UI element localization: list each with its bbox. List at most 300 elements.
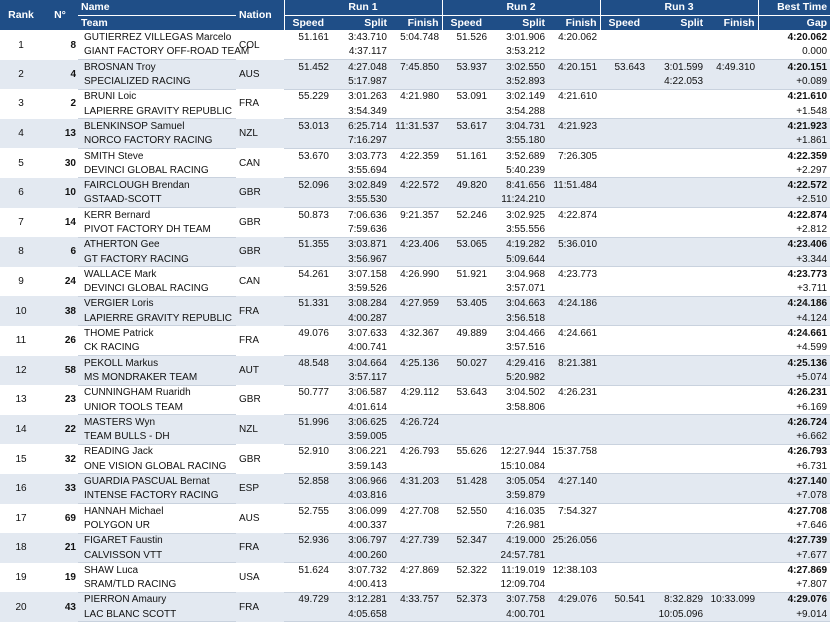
table-row-detail	[0, 163, 830, 178]
r1-split2-cell: 3:56.967	[332, 252, 390, 267]
r2-split2-cell: 5:40.239	[490, 163, 548, 178]
r1-speed-empty-cell	[284, 45, 332, 60]
bib-number-cell: 4	[42, 60, 78, 90]
r1-finish-cell: 4:22.572	[390, 178, 442, 193]
team-name-cell: LAC BLANC SCOTT	[78, 607, 236, 622]
r2-speed-cell: 53.091	[456, 91, 488, 103]
r2-finish-empty-cell	[548, 134, 600, 149]
r2-finish-empty-cell	[548, 489, 600, 504]
r3-finish-cell	[706, 385, 758, 400]
r1-split2-cell: 7:59.636	[332, 222, 390, 237]
r2-split-cell: 3:04.731	[490, 119, 548, 134]
r3-finish-empty-cell	[706, 163, 758, 178]
r3-finish-empty-cell	[706, 45, 758, 60]
table-row-detail	[0, 518, 830, 533]
table-row	[0, 474, 830, 489]
r1-split2-cell: 4:01.614	[332, 400, 390, 415]
r3-split-cell	[648, 533, 706, 548]
nation-cell: FRA	[239, 335, 259, 347]
nation-cell: AUT	[236, 356, 284, 386]
table-row-detail	[0, 489, 830, 504]
bib-number-cell: 43	[42, 592, 78, 622]
r2-speed-empty-cell	[442, 400, 490, 415]
r3-speed-cell	[600, 30, 648, 45]
r1-speed-empty-cell	[284, 311, 332, 326]
table-row	[0, 385, 830, 400]
r3-speed-cell	[600, 356, 648, 371]
r2-speed-empty-cell	[442, 489, 490, 504]
rider-name-cell: FIGARET Faustin	[78, 533, 236, 548]
r3-finish-empty-cell	[706, 134, 758, 149]
gap-cell: +7.078	[758, 489, 830, 504]
r2-finish-empty-cell	[548, 163, 600, 178]
nation-cell: NZL	[236, 415, 284, 445]
r2-speed-empty-cell	[442, 459, 490, 474]
r3-speed-empty-cell	[600, 193, 648, 208]
rider-name-cell: READING Jack	[84, 446, 153, 458]
r2-finish-empty-cell	[548, 311, 600, 326]
r2-speed-cell: 52.322	[456, 564, 488, 576]
r1-split2-cell: 4:05.658	[332, 607, 390, 622]
rank-cell: 17	[15, 512, 27, 524]
r2-split-cell: 11:19.019	[501, 564, 546, 576]
header-run3: Run 3	[600, 0, 758, 15]
r2-split2-cell: 3:59.879	[490, 489, 548, 504]
r3-finish-empty-cell	[706, 104, 758, 119]
team-name-cell: LAPIERRE GRAVITY REPUBLIC	[78, 311, 236, 326]
rank-cell: 8	[0, 237, 42, 267]
r3-split-cell	[648, 326, 706, 341]
r3-speed-empty-cell	[600, 430, 648, 445]
bib-number-cell: 2	[70, 98, 76, 110]
r2-split2-cell: 3:55.180	[490, 134, 548, 149]
r2-finish-empty-cell	[548, 252, 600, 267]
r3-speed-empty-cell	[600, 489, 648, 504]
r1-finish-cell: 4:25.136	[390, 356, 442, 371]
r2-split2-cell: 5:20.982	[490, 370, 548, 385]
rank-cell: 15	[15, 453, 27, 465]
r3-finish-cell	[706, 326, 758, 341]
r2-split2-cell: 3:57.071	[490, 282, 548, 297]
r3-speed-empty-cell	[600, 518, 648, 533]
best-time-cell: 4:22.572	[758, 178, 830, 193]
r1-finish-empty-cell	[390, 193, 442, 208]
bib-number-cell: 69	[64, 512, 76, 524]
r3-speed-cell	[600, 296, 648, 311]
r2-split-cell: 3:05.054	[490, 474, 548, 489]
r3-split-cell	[648, 148, 706, 163]
table-row	[0, 119, 830, 134]
r2-split2-cell: 4:00.701	[490, 607, 548, 622]
r2-finish-cell: 12:38.103	[552, 564, 598, 576]
best-time-cell: 4:27.869	[787, 564, 828, 576]
r3-finish-empty-cell	[706, 459, 758, 474]
table-row	[0, 533, 830, 548]
r3-speed-cell	[600, 563, 648, 578]
r3-speed-empty-cell	[600, 134, 648, 149]
r2-speed-empty-cell	[442, 104, 490, 119]
r3-speed-cell	[600, 119, 648, 134]
r1-finish-cell: 5:04.748	[400, 31, 440, 43]
table-row	[0, 563, 830, 578]
table-row	[0, 237, 830, 252]
gap-cell: +7.677	[758, 548, 830, 563]
gap-cell: +2.297	[758, 163, 830, 178]
best-time-cell: 4:23.773	[787, 268, 828, 280]
r3-split-cell	[648, 30, 706, 45]
r2-split-cell: 3:01.906	[506, 31, 546, 43]
r3-finish-empty-cell	[706, 607, 758, 622]
nation-cell: GBR	[239, 453, 261, 465]
r2-finish-empty-cell	[548, 74, 600, 89]
team-name-cell: GT FACTORY RACING	[78, 252, 236, 267]
r2-split2-cell: 7:26.981	[490, 518, 548, 533]
table-row-detail	[0, 134, 830, 149]
r1-finish-empty-cell	[390, 311, 442, 326]
header-run2: Run 2	[442, 0, 600, 15]
nation-cell: GBR	[239, 394, 261, 406]
r3-speed-cell	[600, 178, 648, 193]
r2-speed-cell: 51.921	[456, 268, 488, 280]
r1-finish-empty-cell	[390, 45, 442, 60]
r1-finish-cell: 4:23.406	[390, 237, 442, 252]
r1-split2-cell: 4:00.741	[332, 341, 390, 356]
r1-finish-cell: 4:21.980	[400, 91, 440, 103]
r3-finish-empty-cell	[706, 400, 758, 415]
r3-split2-cell	[648, 282, 706, 297]
r3-speed-cell	[600, 237, 648, 252]
r1-speed-empty-cell	[284, 518, 332, 533]
r2-speed-empty-cell	[442, 222, 490, 237]
rank-cell: 3	[18, 98, 24, 110]
team-name-cell: CK RACING	[78, 341, 236, 356]
rider-name-cell: GUARDIA PASCUAL Bernat	[78, 474, 236, 489]
rank-cell: 9	[18, 276, 24, 288]
r3-speed-empty-cell	[600, 45, 648, 60]
r3-finish-cell	[706, 444, 758, 459]
r1-finish-empty-cell	[390, 518, 442, 533]
r2-speed-empty-cell	[442, 74, 490, 89]
best-time-cell: 4:26.231	[787, 387, 828, 399]
r3-finish-cell	[706, 563, 758, 578]
r1-speed-empty-cell	[284, 430, 332, 445]
r2-split-cell: 3:52.689	[506, 150, 546, 162]
r1-speed-empty-cell	[284, 607, 332, 622]
r1-split2-cell: 4:00.260	[332, 548, 390, 563]
table-row	[0, 296, 830, 311]
team-name-cell: ONE VISION GLOBAL RACING	[78, 459, 236, 474]
r3-finish-empty-cell	[706, 577, 758, 592]
r1-split2-cell: 4:00.337	[332, 518, 390, 533]
header-run2-split: Split	[490, 15, 548, 30]
rider-name-cell: BROSNAN Troy	[78, 60, 236, 75]
team-name-cell: GSTAAD-SCOTT	[78, 193, 236, 208]
table-row-detail	[0, 45, 830, 60]
r3-split-cell	[648, 296, 706, 311]
r3-speed-cell	[600, 208, 648, 223]
header-nation: Nation	[236, 0, 284, 30]
header-run3-split: Split	[648, 15, 706, 30]
r1-finish-cell: 4:26.793	[400, 446, 440, 458]
r1-speed-cell: 48.548	[284, 356, 332, 371]
nation-cell: FRA	[236, 296, 284, 326]
r2-speed-cell: 51.428	[442, 474, 490, 489]
table-row-detail	[0, 370, 830, 385]
r3-finish-empty-cell	[706, 370, 758, 385]
r3-speed-empty-cell	[600, 104, 648, 119]
header-best-time: Best Time	[758, 0, 830, 15]
nation-cell: FRA	[236, 533, 284, 563]
r3-finish-empty-cell	[706, 222, 758, 237]
r2-split2-cell: 3:58.806	[490, 400, 548, 415]
table-row-detail	[0, 311, 830, 326]
r3-speed-empty-cell	[600, 607, 648, 622]
r3-speed-cell	[600, 533, 648, 548]
r1-speed-empty-cell	[284, 282, 332, 297]
team-name-cell: CALVISSON VTT	[78, 548, 236, 563]
r1-speed-cell: 49.076	[298, 328, 329, 340]
nation-cell: FRA	[236, 592, 284, 622]
r3-speed-cell	[600, 444, 648, 459]
rank-cell: 6	[0, 178, 42, 208]
r2-finish-cell	[548, 415, 600, 430]
table-row-detail	[0, 400, 830, 415]
table-row	[0, 356, 830, 371]
r1-finish-empty-cell	[390, 577, 442, 592]
r3-finish-cell	[706, 237, 758, 252]
best-time-cell: 4:23.406	[758, 237, 830, 252]
r1-speed-empty-cell	[284, 489, 332, 504]
nation-cell: USA	[239, 571, 260, 583]
r3-finish-cell: 10:33.099	[706, 592, 758, 607]
r1-split-cell: 3:06.221	[348, 446, 387, 458]
r1-speed-cell: 50.873	[298, 209, 329, 221]
team-name-cell: PIVOT FACTORY DH TEAM	[78, 222, 236, 237]
header-gap: Gap	[758, 15, 830, 30]
bib-number-cell: 13	[42, 119, 78, 149]
rank-cell: 16	[0, 474, 42, 504]
best-time-cell: 4:24.186	[758, 296, 830, 311]
best-time-cell: 4:20.062	[787, 31, 828, 43]
rank-cell: 18	[0, 533, 42, 563]
r2-finish-cell: 4:20.062	[558, 31, 598, 43]
bib-number-cell: 6	[42, 237, 78, 267]
r1-split2-cell: 3:59.005	[332, 430, 390, 445]
r1-split-cell: 6:25.714	[332, 119, 390, 134]
nation-cell: GBR	[236, 178, 284, 208]
r3-speed-empty-cell	[600, 311, 648, 326]
gap-cell: +6.169	[758, 400, 830, 415]
r3-finish-cell	[706, 119, 758, 134]
gap-cell: +6.662	[758, 430, 830, 445]
header-run3-speed: Speed	[600, 15, 648, 30]
rank-cell: 13	[15, 394, 27, 406]
team-name-cell: NORCO FACTORY RACING	[78, 134, 236, 149]
r2-split-cell: 3:04.663	[490, 296, 548, 311]
results-header	[0, 0, 830, 30]
bib-number-cell: 32	[64, 453, 76, 465]
r1-finish-cell: 4:32.367	[400, 328, 440, 340]
r2-finish-empty-cell	[548, 459, 600, 474]
r1-speed-cell: 53.013	[284, 119, 332, 134]
r1-finish-empty-cell	[390, 370, 442, 385]
r2-finish-cell: 7:26.305	[558, 150, 598, 162]
r2-finish-cell: 5:36.010	[548, 237, 600, 252]
r2-split2-cell: 3:52.893	[490, 74, 548, 89]
nation-cell: AUS	[239, 512, 260, 524]
rider-name-cell: THOME Patrick	[84, 328, 154, 340]
nation-cell: FRA	[239, 98, 259, 110]
r1-speed-empty-cell	[284, 400, 332, 415]
r2-split-cell: 4:19.000	[490, 533, 548, 548]
r3-split-cell	[648, 444, 706, 459]
r1-split-cell: 3:06.797	[332, 533, 390, 548]
r2-speed-cell: 52.347	[442, 533, 490, 548]
r1-speed-cell: 55.229	[298, 91, 329, 103]
nation-cell: ESP	[236, 474, 284, 504]
r1-finish-empty-cell	[390, 134, 442, 149]
r2-speed-cell: 50.027	[442, 356, 490, 371]
team-name-cell: DEVINCI GLOBAL RACING	[78, 163, 236, 178]
rider-name-cell: CUNNINGHAM Ruaridh	[84, 387, 191, 399]
table-row	[0, 208, 830, 223]
r2-speed-cell	[442, 415, 490, 430]
r2-split-cell: 8:41.656	[490, 178, 548, 193]
rider-name-cell: PIERRON Amaury	[78, 592, 236, 607]
r2-split-cell: 12:27.944	[500, 446, 546, 458]
r2-split-cell: 3:02.550	[490, 60, 548, 75]
table-row	[0, 178, 830, 193]
r3-speed-cell	[600, 474, 648, 489]
r2-finish-cell: 4:21.610	[558, 91, 598, 103]
r2-speed-cell: 49.889	[456, 328, 488, 340]
results-body	[0, 30, 830, 622]
table-row	[0, 30, 830, 45]
r3-split2-cell	[648, 518, 706, 533]
best-time-cell: 4:26.724	[758, 415, 830, 430]
r3-split-cell	[648, 415, 706, 430]
rider-name-cell: SHAW Luca	[84, 564, 139, 576]
nation-cell: NZL	[236, 119, 284, 149]
r3-speed-empty-cell	[600, 370, 648, 385]
rider-name-cell: HANNAH Michael	[84, 505, 164, 517]
r1-finish-cell: 4:27.739	[390, 533, 442, 548]
rider-name-cell: SMITH Steve	[84, 150, 144, 162]
r1-speed-cell: 51.331	[284, 296, 332, 311]
r2-split2-cell: 12:09.704	[490, 577, 548, 592]
r3-speed-cell	[600, 267, 648, 282]
nation-cell: AUS	[236, 60, 284, 90]
table-row	[0, 415, 830, 430]
header-rank: Rank	[0, 0, 42, 30]
table-row-detail	[0, 74, 830, 89]
r3-split-cell	[648, 178, 706, 193]
r3-finish-cell	[706, 296, 758, 311]
team-name-cell: UNIOR TOOLS TEAM	[78, 400, 236, 415]
table-row-detail	[0, 607, 830, 622]
r1-finish-cell: 4:22.359	[400, 150, 440, 162]
r3-split2-cell	[648, 459, 706, 474]
r1-finish-empty-cell	[390, 489, 442, 504]
r1-split-cell: 3:06.625	[332, 415, 390, 430]
bib-number-cell: 26	[64, 335, 76, 347]
header-name: Name	[78, 0, 236, 15]
r1-finish-cell: 4:26.990	[400, 268, 440, 280]
r2-split2-cell: 24:57.781	[490, 548, 548, 563]
r1-speed-cell: 51.161	[298, 31, 329, 43]
rank-cell: 19	[15, 571, 27, 583]
bib-number-cell: 30	[64, 157, 76, 169]
r1-speed-empty-cell	[284, 222, 332, 237]
r1-finish-empty-cell	[390, 430, 442, 445]
r2-finish-cell: 4:20.151	[548, 60, 600, 75]
r3-finish-cell	[706, 178, 758, 193]
r1-speed-empty-cell	[284, 577, 332, 592]
rider-name-cell: BRUNI Loic	[84, 91, 137, 103]
r1-split-cell: 3:02.849	[332, 178, 390, 193]
r2-finish-cell: 8:21.381	[548, 356, 600, 371]
r2-split-cell: 4:19.282	[490, 237, 548, 252]
gap-cell: +5.074	[758, 370, 830, 385]
r1-split2-cell: 3:59.143	[332, 459, 390, 474]
best-time-cell: 4:20.151	[758, 60, 830, 75]
r2-speed-cell: 53.937	[442, 60, 490, 75]
rank-cell: 12	[0, 356, 42, 386]
r1-split-cell: 3:43.710	[348, 31, 387, 43]
r2-finish-cell: 4:24.661	[558, 328, 598, 340]
r3-split2-cell	[648, 134, 706, 149]
bib-number-cell: 24	[64, 276, 76, 288]
nation-cell: CAN	[239, 276, 261, 288]
table-row	[0, 504, 830, 519]
r2-finish-empty-cell	[548, 45, 600, 60]
r1-speed-empty-cell	[284, 459, 332, 474]
r2-speed-empty-cell	[442, 430, 490, 445]
r3-split-cell: 3:01.599	[648, 60, 706, 75]
r3-speed-empty-cell	[600, 74, 648, 89]
r1-finish-empty-cell	[390, 222, 442, 237]
r2-split2-cell: 3:53.212	[490, 45, 548, 60]
r3-speed-empty-cell	[600, 222, 648, 237]
table-row	[0, 592, 830, 607]
r1-speed-cell: 52.936	[284, 533, 332, 548]
r3-split2-cell	[648, 577, 706, 592]
r3-finish-cell	[706, 356, 758, 371]
r1-split-cell: 3:06.099	[348, 505, 387, 517]
r1-split-cell: 3:08.284	[332, 296, 390, 311]
header-team: Team	[78, 15, 236, 30]
bib-number-cell: 33	[42, 474, 78, 504]
r3-split2-cell	[648, 45, 706, 60]
r3-finish-cell	[706, 474, 758, 489]
r3-split2-cell	[648, 222, 706, 237]
r3-speed-cell	[600, 385, 648, 400]
r3-finish-cell	[706, 504, 758, 519]
r2-finish-cell: 4:23.773	[558, 268, 598, 280]
r2-finish-empty-cell	[548, 607, 600, 622]
best-time-cell: 4:22.359	[787, 150, 828, 162]
r1-split2-cell: 4:03.816	[332, 489, 390, 504]
gap-cell: +9.014	[758, 607, 830, 622]
r3-split2-cell	[648, 311, 706, 326]
nation-cell: COL	[239, 39, 260, 51]
bib-number-cell: 22	[42, 415, 78, 445]
r1-speed-cell: 51.452	[284, 60, 332, 75]
r3-speed-cell	[600, 415, 648, 430]
best-time-cell: 4:22.874	[787, 209, 828, 221]
bib-number-cell: 14	[64, 216, 76, 228]
gap-cell: +3.711	[758, 282, 830, 297]
